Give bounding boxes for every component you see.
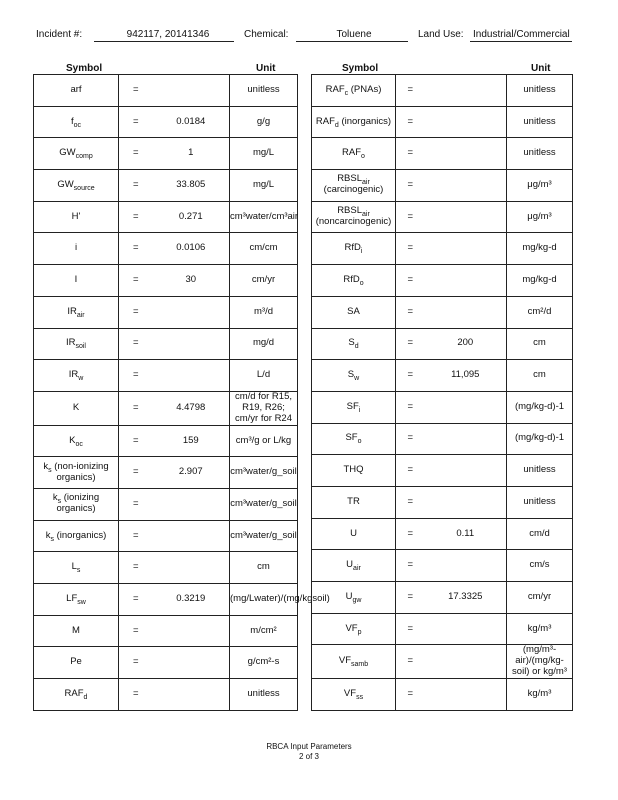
param-symbol: $k_s$ (ionizing organics) xyxy=(34,489,119,521)
param-equals: = xyxy=(396,170,425,202)
param-value: 1 xyxy=(153,138,230,170)
param-unit: cm xyxy=(507,360,573,392)
right-row xyxy=(312,391,573,423)
param-equals: = xyxy=(119,265,153,297)
param-symbol: $L_s$ xyxy=(34,552,119,584)
right-row xyxy=(312,138,573,170)
param-symbol: $S_d$ xyxy=(312,328,396,360)
param-value xyxy=(153,360,230,392)
left-row xyxy=(34,489,298,521)
left-row xyxy=(34,233,298,265)
param-symbol: $IR_w$ xyxy=(34,360,119,392)
chemical-underline xyxy=(296,41,408,42)
param-symbol: U xyxy=(312,518,396,550)
param-unit: (mg/kg-d)-1 xyxy=(507,423,573,455)
param-equals: = xyxy=(119,360,153,392)
right-row xyxy=(312,201,573,233)
param-symbol: $RBSL_{air}$ (noncarcinogenic) xyxy=(312,201,396,233)
left-row xyxy=(34,201,298,233)
right-row xyxy=(312,550,573,582)
param-unit: cm³water/g_soil xyxy=(230,457,298,489)
param-value xyxy=(425,75,507,107)
right-row xyxy=(312,679,573,711)
left-row xyxy=(34,647,298,679)
left-row xyxy=(34,265,298,297)
param-unit: cm/cm xyxy=(230,233,298,265)
param-symbol: $RAF_o$ xyxy=(312,138,396,170)
param-value xyxy=(425,645,507,679)
param-equals: = xyxy=(119,425,153,457)
left-symbol-header: Symbol xyxy=(66,63,103,74)
param-equals: = xyxy=(119,552,153,584)
param-symbol: M xyxy=(34,615,119,647)
param-equals: = xyxy=(396,391,425,423)
param-unit: L/d xyxy=(230,360,298,392)
param-equals: = xyxy=(396,75,425,107)
param-unit: cm xyxy=(507,328,573,360)
param-unit: cm³water/g_soil xyxy=(230,520,298,552)
param-symbol: THQ xyxy=(312,455,396,487)
param-value: 0.0184 xyxy=(153,106,230,138)
param-equals: = xyxy=(119,296,153,328)
param-symbol: RfD$_i$ xyxy=(312,233,396,265)
param-symbol: $f_{oc}$ xyxy=(34,106,119,138)
right-row xyxy=(312,75,573,107)
left-row xyxy=(34,138,298,170)
param-value xyxy=(153,552,230,584)
incident-underline xyxy=(94,41,234,42)
footer-page: 2 of 3 xyxy=(298,752,319,761)
param-value xyxy=(153,647,230,679)
param-unit: mg/L xyxy=(230,170,298,202)
param-value: 0.271 xyxy=(153,201,230,233)
param-equals: = xyxy=(396,106,425,138)
param-equals: = xyxy=(396,233,425,265)
param-unit: kg/m³ xyxy=(507,613,573,645)
right-unit-header: Unit xyxy=(531,63,551,74)
param-unit: μg/m³ xyxy=(507,170,573,202)
param-unit: mg/kg-d xyxy=(507,233,573,265)
right-row xyxy=(312,486,573,518)
param-equals: = xyxy=(396,360,425,392)
left-row xyxy=(34,584,298,616)
param-symbol: $S_w$ xyxy=(312,360,396,392)
param-unit: mg/L xyxy=(230,138,298,170)
param-symbol: $k_s$ (inorganics) xyxy=(34,520,119,552)
left-row xyxy=(34,679,298,711)
left-unit-header: Unit xyxy=(256,63,276,74)
chemical-value: Toluene xyxy=(336,29,372,40)
param-value xyxy=(425,106,507,138)
right-row xyxy=(312,455,573,487)
param-unit: g/cm²-s xyxy=(230,647,298,679)
right-row xyxy=(312,582,573,614)
param-unit: (mg/m³-air)/(mg/kg-soil) or kg/m³ xyxy=(507,645,573,679)
right-symbol-header: Symbol xyxy=(342,63,379,74)
param-equals: = xyxy=(119,138,153,170)
param-symbol: $U_{air}$ xyxy=(312,550,396,582)
param-equals: = xyxy=(396,201,425,233)
param-equals: = xyxy=(119,170,153,202)
param-symbol: $IR_{soil}$ xyxy=(34,328,119,360)
param-unit: (mg/kg-d)-1 xyxy=(507,391,573,423)
param-value: 0.3219 xyxy=(153,584,230,616)
param-equals: = xyxy=(119,615,153,647)
param-symbol: $K_{oc}$ xyxy=(34,425,119,457)
param-equals: = xyxy=(119,457,153,489)
left-row xyxy=(34,520,298,552)
right-row xyxy=(312,360,573,392)
param-value xyxy=(425,265,507,297)
param-value xyxy=(425,455,507,487)
param-unit: cm/yr xyxy=(230,265,298,297)
param-value xyxy=(425,613,507,645)
left-row xyxy=(34,170,298,202)
param-unit: cm²/d xyxy=(507,296,573,328)
param-unit: cm³/g or L/kg xyxy=(230,425,298,457)
param-value xyxy=(425,138,507,170)
param-value: 30 xyxy=(153,265,230,297)
param-symbol: H' xyxy=(34,201,119,233)
param-symbol: $RAF_d$ (inorganics) xyxy=(312,106,396,138)
param-unit: unitless xyxy=(507,455,573,487)
land-use-label: Land Use: xyxy=(418,29,464,40)
param-value xyxy=(153,615,230,647)
param-equals: = xyxy=(396,645,425,679)
param-value xyxy=(425,486,507,518)
param-equals: = xyxy=(119,106,153,138)
param-equals: = xyxy=(396,613,425,645)
param-value: 0.0106 xyxy=(153,233,230,265)
right-row xyxy=(312,296,573,328)
param-symbol: $RAF_d$ xyxy=(34,679,119,711)
param-value xyxy=(153,296,230,328)
left-parameter-table xyxy=(33,74,330,711)
left-row xyxy=(34,425,298,457)
param-symbol: arf xyxy=(34,75,119,107)
param-symbol: $LF_{sw}$ xyxy=(34,584,119,616)
param-value: 17.3325 xyxy=(425,582,507,614)
param-value: 200 xyxy=(425,328,507,360)
param-equals: = xyxy=(396,423,425,455)
left-row xyxy=(34,296,298,328)
param-equals: = xyxy=(119,233,153,265)
param-unit: unitless xyxy=(230,679,298,711)
param-value xyxy=(425,201,507,233)
param-unit: cm xyxy=(230,552,298,584)
param-symbol: $VF_p$ xyxy=(312,613,396,645)
param-symbol: $GW_{comp}$ xyxy=(34,138,119,170)
param-value: 159 xyxy=(153,425,230,457)
param-unit: cm/s xyxy=(507,550,573,582)
param-value xyxy=(425,296,507,328)
param-unit: unitless xyxy=(507,75,573,107)
param-unit: unitless xyxy=(230,75,298,107)
param-equals: = xyxy=(119,679,153,711)
param-symbol: $GW_{source}$ xyxy=(34,170,119,202)
right-parameter-table xyxy=(311,74,573,711)
param-value xyxy=(153,489,230,521)
right-row xyxy=(312,328,573,360)
param-unit: cm³water/g_soil xyxy=(230,489,298,521)
param-value xyxy=(153,679,230,711)
param-equals: = xyxy=(396,679,425,711)
param-unit: kg/m³ xyxy=(507,679,573,711)
param-unit: (mg/Lwater)/(mg/kgsoil) xyxy=(230,584,298,616)
chemical-label: Chemical: xyxy=(244,29,289,40)
param-unit: g/g xyxy=(230,106,298,138)
land-use-value: Industrial/Commercial xyxy=(473,29,570,40)
left-row xyxy=(34,360,298,392)
footer-title: RBCA Input Parameters xyxy=(266,742,352,751)
incident-value: 942117, 20141346 xyxy=(126,29,210,40)
param-equals: = xyxy=(396,296,425,328)
param-equals: = xyxy=(119,584,153,616)
param-equals: = xyxy=(119,647,153,679)
param-value xyxy=(425,170,507,202)
param-equals: = xyxy=(119,489,153,521)
right-row xyxy=(312,645,573,679)
param-symbol: $VF_{ss}$ xyxy=(312,679,396,711)
param-value: 0.11 xyxy=(425,518,507,550)
param-unit: cm/d xyxy=(507,518,573,550)
param-value xyxy=(153,75,230,107)
left-row xyxy=(34,106,298,138)
right-row xyxy=(312,423,573,455)
right-row xyxy=(312,170,573,202)
right-row xyxy=(312,233,573,265)
left-row xyxy=(34,328,298,360)
right-row xyxy=(312,518,573,550)
left-row xyxy=(34,391,298,425)
param-equals: = xyxy=(396,265,425,297)
param-unit: m³/d xyxy=(230,296,298,328)
param-equals: = xyxy=(119,520,153,552)
param-unit: mg/d xyxy=(230,328,298,360)
param-value xyxy=(153,328,230,360)
param-value xyxy=(425,233,507,265)
param-equals: = xyxy=(396,582,425,614)
param-symbol: $IR_{air}$ xyxy=(34,296,119,328)
param-symbol: K xyxy=(34,391,119,425)
param-equals: = xyxy=(396,328,425,360)
param-symbol: i xyxy=(34,233,119,265)
param-value xyxy=(425,550,507,582)
param-value: 11,095 xyxy=(425,360,507,392)
param-unit: cm³water/cm³air xyxy=(230,201,298,233)
param-symbol: $RBSL_{air}$ (carcinogenic) xyxy=(312,170,396,202)
param-symbol: Pe xyxy=(34,647,119,679)
param-symbol: $U_{gw}$ xyxy=(312,582,396,614)
param-equals: = xyxy=(119,75,153,107)
param-equals: = xyxy=(119,201,153,233)
param-equals: = xyxy=(119,328,153,360)
param-symbol: SA xyxy=(312,296,396,328)
incident-label: Incident #: xyxy=(36,29,83,40)
param-symbol: $SF_i$ xyxy=(312,391,396,423)
left-row xyxy=(34,75,298,107)
param-unit: μg/m³ xyxy=(507,201,573,233)
right-row xyxy=(312,265,573,297)
param-equals: = xyxy=(396,550,425,582)
param-unit: unitless xyxy=(507,486,573,518)
param-symbol: $VF_{samb}$ xyxy=(312,645,396,679)
param-equals: = xyxy=(396,455,425,487)
param-equals: = xyxy=(396,518,425,550)
param-unit: unitless xyxy=(507,106,573,138)
right-row xyxy=(312,106,573,138)
param-symbol: $SF_o$ xyxy=(312,423,396,455)
left-row xyxy=(34,552,298,584)
left-row xyxy=(34,457,298,489)
left-row xyxy=(34,615,298,647)
param-value xyxy=(425,423,507,455)
param-unit: mg/kg-d xyxy=(507,265,573,297)
param-unit: m/cm² xyxy=(230,615,298,647)
param-value xyxy=(425,679,507,711)
param-equals: = xyxy=(396,486,425,518)
param-value: 2.907 xyxy=(153,457,230,489)
param-value: 33.805 xyxy=(153,170,230,202)
param-value xyxy=(153,520,230,552)
param-value xyxy=(425,391,507,423)
param-equals: = xyxy=(119,391,153,425)
param-equals: = xyxy=(396,138,425,170)
param-symbol: I xyxy=(34,265,119,297)
param-unit: unitless xyxy=(507,138,573,170)
param-symbol: $k_s$ (non-ionizing organics) xyxy=(34,457,119,489)
param-symbol: $RAF_c$ (PNAs) xyxy=(312,75,396,107)
param-unit: cm/d for R15, R19, R26; cm/yr for R24 xyxy=(230,391,298,425)
param-unit: cm/yr xyxy=(507,582,573,614)
land-use-underline xyxy=(470,41,572,42)
param-symbol: TR xyxy=(312,486,396,518)
param-symbol: RfD$_o$ xyxy=(312,265,396,297)
param-value: 4.4798 xyxy=(153,391,230,425)
right-row xyxy=(312,613,573,645)
